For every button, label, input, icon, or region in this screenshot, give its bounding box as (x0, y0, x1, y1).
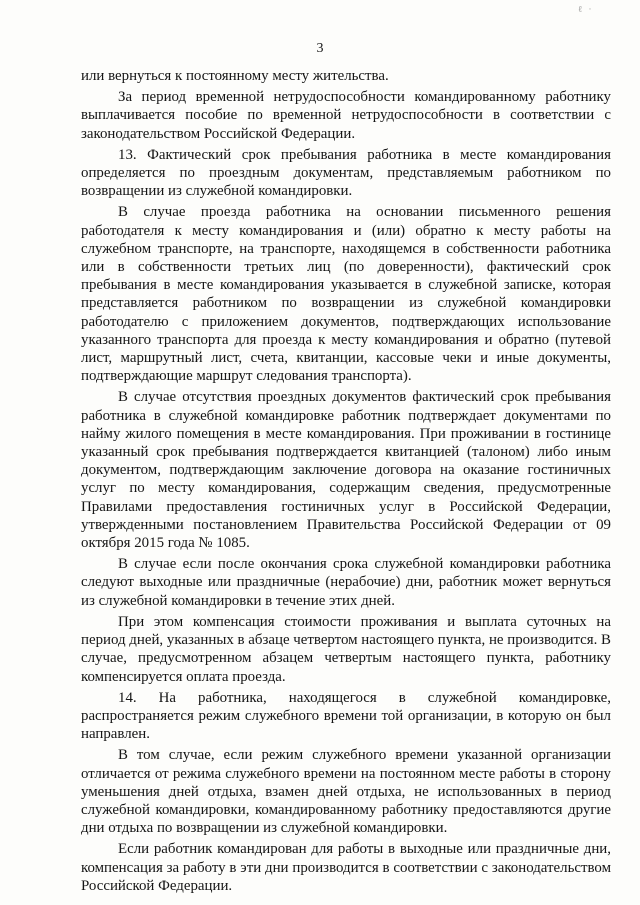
page-number: 3 (316, 41, 324, 56)
paragraph: В случае отсутствия проездных документов фактический срок пребывания работника в служебной командировке работник подтверждает документами по найму жилого помещения в месте командирования. При проживании в гостинице указанный срок пребывания подтверждается квитанцией (талоном) либо иным документом, подтверждающим заключение договора на оказание гостиничных услуг по месту командирования, содержащим сведения, предусмотренные Правилами предоставления гостиничных услуг в Российской Федерации, утвержденными постановлением Правительства Российской Федерации от 09 октября 2015 года № 1085. (81, 389, 611, 552)
corner-mark: ℓ · (578, 4, 594, 14)
document-body (81, 67, 611, 898)
paragraph: За период временной нетрудоспособности командированному работнику выплачивается пособие по временной нетрудоспособности в соответствии с законодательством Российской Федерации. (81, 89, 611, 142)
paragraph-clause-14: 14. На работника, находящегося в служебной командировке, распространяется режим служебного времени той организации, в которую он был направлен. (81, 689, 611, 743)
paragraph-clause-13: 13. Фактический срок пребывания работника в месте командирования определяется по проездным документам, представляемым работником по возвращении из служебной командировки. (81, 146, 611, 200)
paragraph-continuation: или вернуться к постоянному месту жительства. (81, 68, 389, 84)
paragraph: В том случае, если режим служебного времени указанной организации отличается от режима служебного времени на постоянном месте работы в сторону уменьшения дней отдыха, взамен дней отдыха, не использованных в период служебной командировки, командированному работнику предоставляются другие дни отдыха по возвращении из служебной командировки. (81, 747, 611, 837)
paragraph: Если работник командирован для работы в выходные или праздничные дни, компенсация за работу в эти дни производится в соответствии с законодательством Российской Федерации. (81, 841, 611, 894)
paragraph: В случае если после окончания срока служебной командировки работника следуют выходные или праздничные (нерабочие) дни, работник может вернуться из служебной командировки в течение этих дней. (81, 556, 611, 609)
paragraph: В случае проезда работника на основании письменного решения работодателя к месту командирования и (или) обратно к месту работы на служебном транспорте, на транспорте, находящемся в собственности работника или в собственности третьих лиц (по доверенности), фактический срок пребывания в месте командирования указывается в служебной записке, которая представляется работником по возвращении из служебной командировки работодателю с приложением документов, подтверждающих использование указанного транспорта для проезда к месту командирования и обратно (путевой лист, маршрутный лист, счета, квитанции, кассовые чеки и иные документы, подтверждающие маршрут следования транспорта). (81, 204, 611, 385)
paragraph: При этом компенсация стоимости проживания и выплата суточных на период дней, указанных в абзаце четвертом настоящего пункта, не производится. В случае, предусмотренном абзацем четвертым настоящего пункта, работнику компенсируется оплата проезда. (81, 613, 611, 685)
